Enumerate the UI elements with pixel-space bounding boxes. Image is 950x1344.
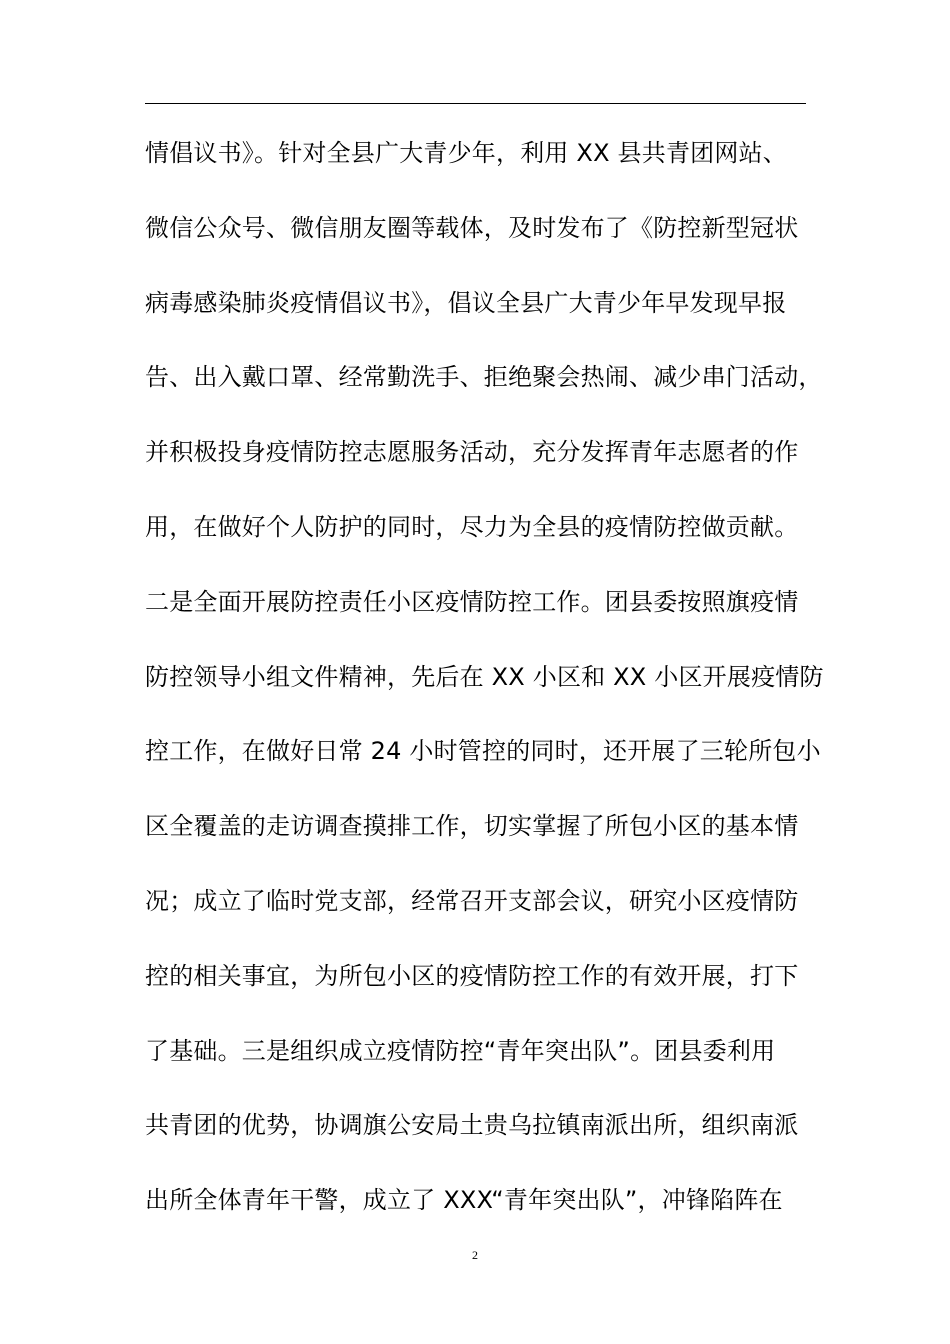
text-line: 共青团的优势，协调旗公安局土贵乌拉镇南派出所，组织南派: [145, 1111, 799, 1140]
text-line: 用，在做好个人防护的同时，尽力为全县的疫情防控做贡献。: [145, 512, 799, 541]
text-line: 控的相关事宜，为所包小区的疫情防控工作的有效开展，打下: [145, 961, 799, 990]
text-line: 了基础。三是组织成立疫情防控“青年突出队”。团县委利用: [145, 1036, 776, 1065]
text-line: 情倡议书》。针对全县广大青少年，利用 XX 县共青团网站、: [145, 139, 787, 167]
body-text: [145, 116, 825, 1238]
text-line: 防控领导小组文件精神，先后在 XX 小区和 XX 小区开展疫情防: [145, 662, 824, 691]
page-number: 2: [472, 1248, 478, 1262]
text-line: 并积极投身疫情防控志愿服务活动，充分发挥青年志愿者的作: [145, 438, 799, 467]
text-line: 微信公众号、微信朋友圈等载体，及时发布了《防控新型冠状: [145, 213, 799, 242]
text-line: 病毒感染肺炎疫情倡议书》，倡议全县广大青少年早发现早报: [145, 288, 787, 317]
text-line: 二是全面开展防控责任小区疫情防控工作。团县委按照旗疫情: [145, 587, 799, 616]
text-line: 告、出入戴口罩、经常勤洗手、拒绝聚会热闹、减少串门活动，: [145, 363, 823, 392]
text-line: 况；成立了临时党支部，经常召开支部会议，研究小区疫情防: [145, 886, 799, 915]
text-line: 区全覆盖的走访调查摸排工作，切实掌握了所包小区的基本情: [145, 812, 799, 841]
text-line: 出所全体青年干警，成立了 XXX“青年突出队”，冲锋陷阵在: [145, 1186, 783, 1215]
header-rule: [145, 103, 806, 104]
text-line: 控工作，在做好日常 24 小时管控的同时，还开展了三轮所包小: [145, 737, 821, 766]
